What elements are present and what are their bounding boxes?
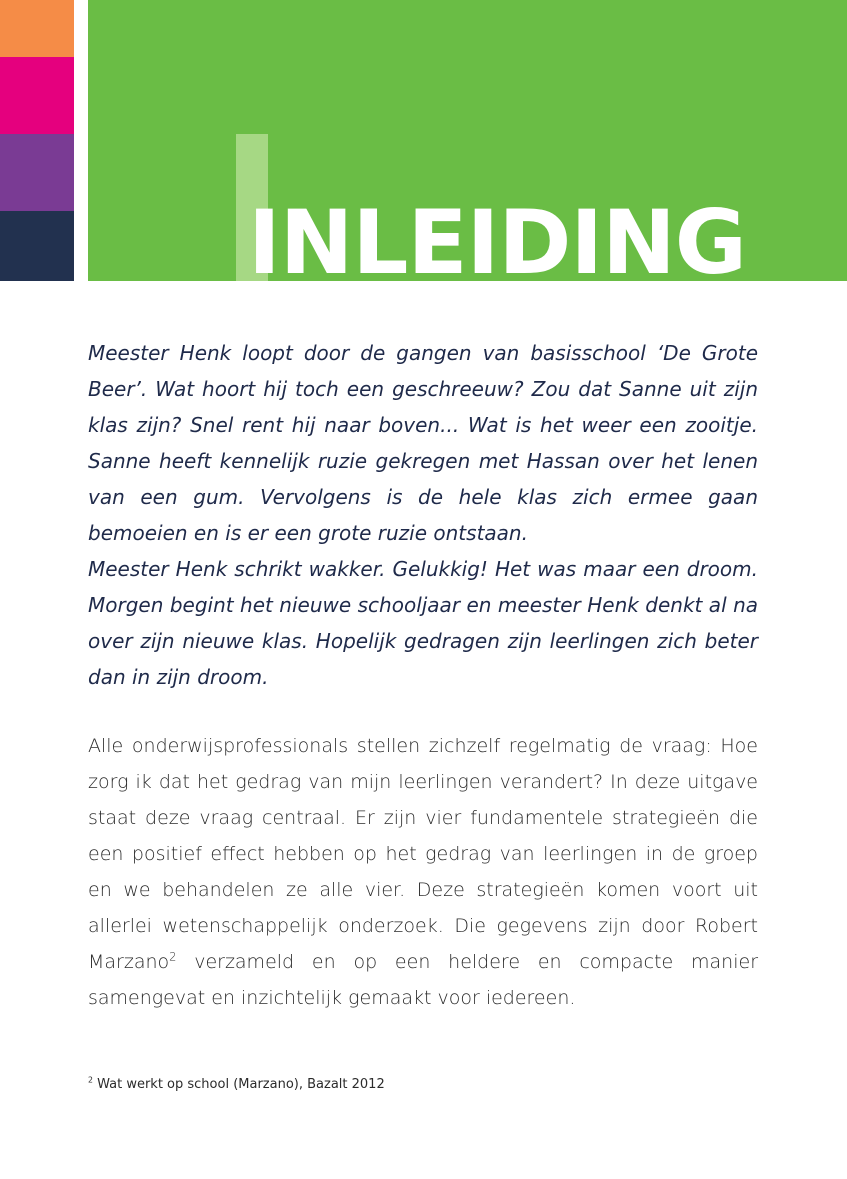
footnote-text: Wat werkt op school (Marzano), Bazalt 2012 <box>92 1077 385 1092</box>
orange-color-stripe <box>0 0 74 57</box>
footnote <box>88 1076 385 1094</box>
purple-color-stripe <box>0 134 74 211</box>
footnote-reference: 2 <box>169 949 177 964</box>
intro-paragraph <box>88 728 758 1016</box>
header-banner <box>88 0 847 281</box>
navy-color-stripe <box>0 211 74 281</box>
page-title: INLEIDING <box>248 191 746 281</box>
footnote-mark: 2 <box>88 1075 93 1085</box>
story-paragraph-1: Meester Henk loopt door de gangen van basisschool ‘De Grote Beer’. Wat hoort hij toch een geschreeuw? Zou dat Sanne uit zijn klas zijn? Snel rent hij naar boven... Wat is het weer een zooitje. Sanne heeft kennelijk ruzie gekregen met Hassan over het lenen van een gum. Vervolgens is de hele klas zich ermee gaan bemoeien en is er een grote ruzie ontstaan. <box>88 341 758 545</box>
intro-text-part-1: Alle onderwijsprofessionals stellen zichzelf regelmatig de vraag: Hoe zorg ik dat het gedrag van mijn leerlingen verandert? In deze uitgave staat deze vraag centraal. Er zijn vier fundamentele strategieën die een positief effect hebben op het gedrag van leerlingen in de groep en we behandelen ze alle vier. Deze strategieën komen voort uit allerlei wetenschappelijk onderzoek. Die gegevens zijn door Robert Marzano <box>88 735 758 973</box>
intro-text-part-2: verzameld en op een heldere en compacte manier samengevat en inzichtelijk gemaakt voor iedereen. <box>88 951 758 1009</box>
story-paragraph-2: Meester Henk schrikt wakker. Gelukkig! Het was maar een droom. Morgen begint het nieuwe schooljaar en meester Henk denkt al na over zijn nieuwe klas. Hopelijk gedragen zijn leerlingen zich beter dan in zijn droom. <box>88 557 758 689</box>
story-intro <box>88 335 758 695</box>
pink-color-stripe <box>0 57 74 134</box>
